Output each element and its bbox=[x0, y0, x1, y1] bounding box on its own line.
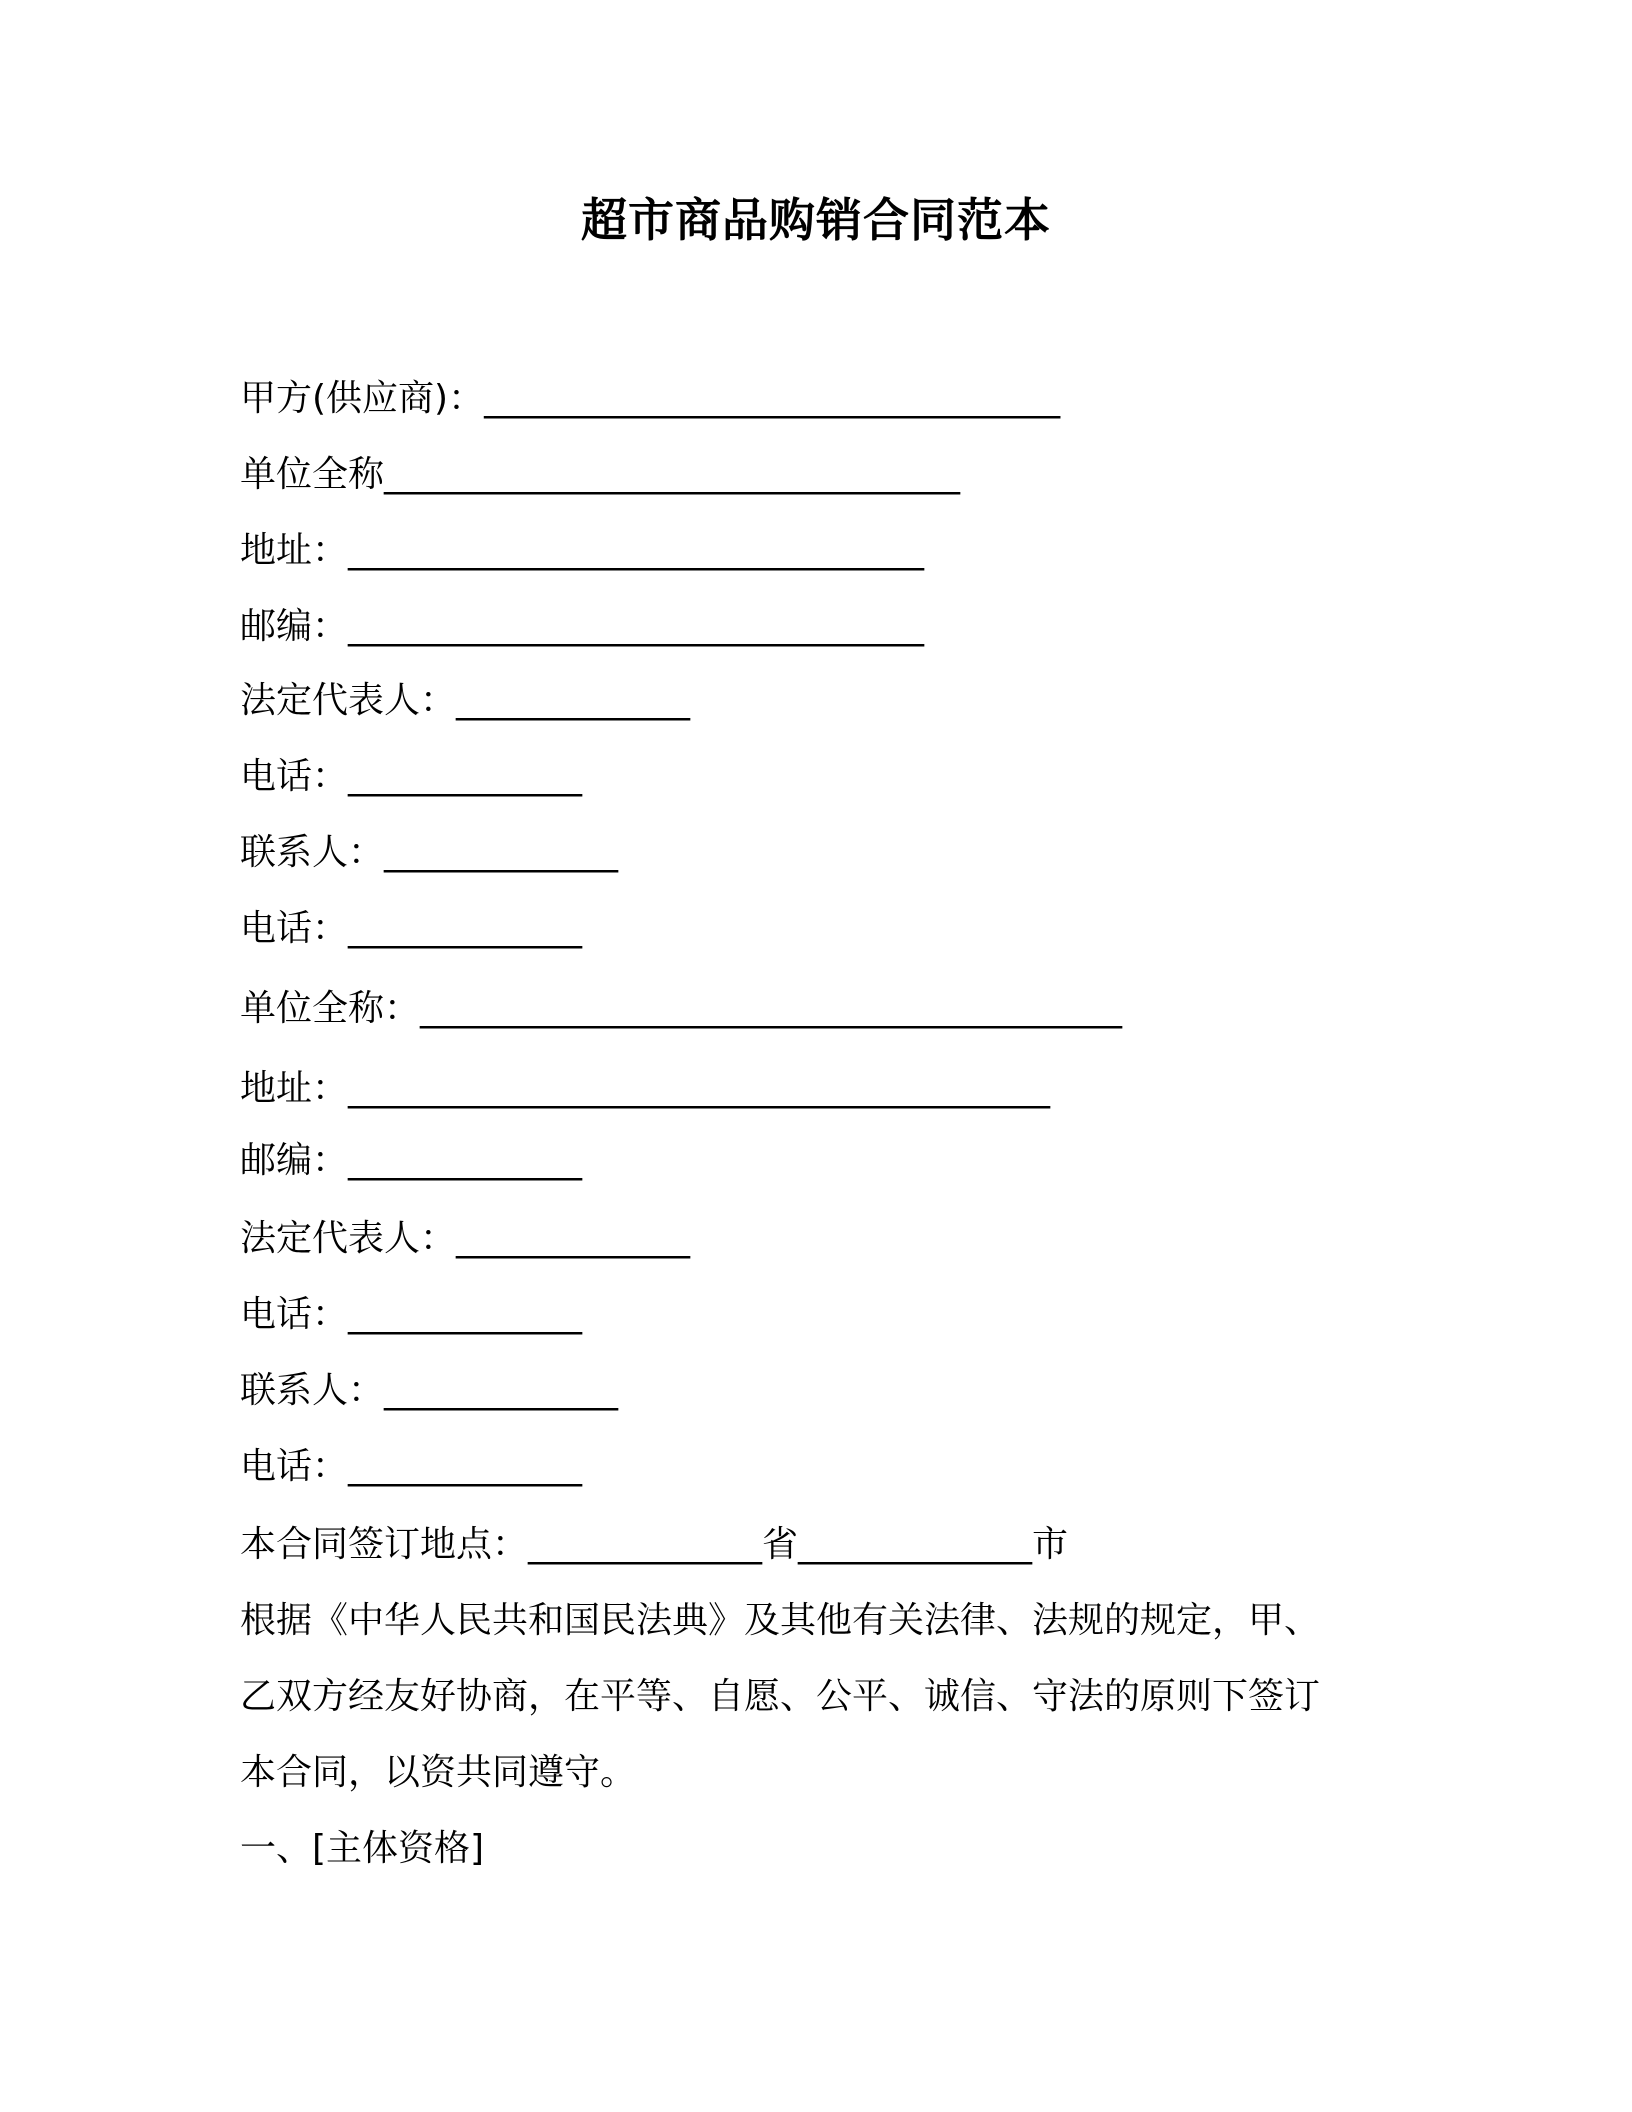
party-a-phone-line: 电话：_____________ bbox=[240, 756, 583, 797]
party-b-phone-line: 电话：_____________ bbox=[240, 1294, 583, 1335]
signing-location-line: 本合同签订地点：_____________省_____________市 bbox=[240, 1524, 1069, 1565]
party-b-contact-phone-line: 电话：_____________ bbox=[240, 1446, 583, 1487]
preamble-line-2: 乙双方经友好协商，在平等、自愿、公平、诚信、守法的原则下签订 bbox=[240, 1676, 1321, 1717]
supplier-heading-line: 甲方(供应商)：________________________________ bbox=[240, 378, 1061, 419]
party-b-postcode-line: 邮编：_____________ bbox=[240, 1140, 583, 1181]
document-title: 超市商品购销合同范本 bbox=[581, 193, 1051, 247]
party-a-contact-phone-line: 电话：_____________ bbox=[240, 908, 583, 949]
party-b-contact-line: 联系人：_____________ bbox=[240, 1370, 619, 1411]
section-heading-subject-qualification: 一、[主体资格] bbox=[240, 1828, 485, 1869]
party-a-company-name-line: 单位全称________________________________ bbox=[240, 454, 961, 495]
party-a-contact-line: 联系人：_____________ bbox=[240, 832, 619, 873]
party-a-address-line: 地址：________________________________ bbox=[240, 530, 925, 571]
party-a-postcode-line: 邮编：________________________________ bbox=[240, 606, 925, 647]
party-b-address-line: 地址：_______________________________________ bbox=[240, 1068, 1051, 1109]
party-b-legal-rep-line: 法定代表人：_____________ bbox=[240, 1218, 691, 1259]
preamble-line-1: 根据《中华人民共和国民法典》及其他有关法律、法规的规定，甲、 bbox=[240, 1600, 1321, 1641]
preamble-line-3: 本合同，以资共同遵守。 bbox=[240, 1752, 637, 1793]
party-a-legal-rep-line: 法定代表人：_____________ bbox=[240, 680, 691, 721]
party-b-company-name-line: 单位全称：_______________________________________ bbox=[240, 988, 1123, 1029]
